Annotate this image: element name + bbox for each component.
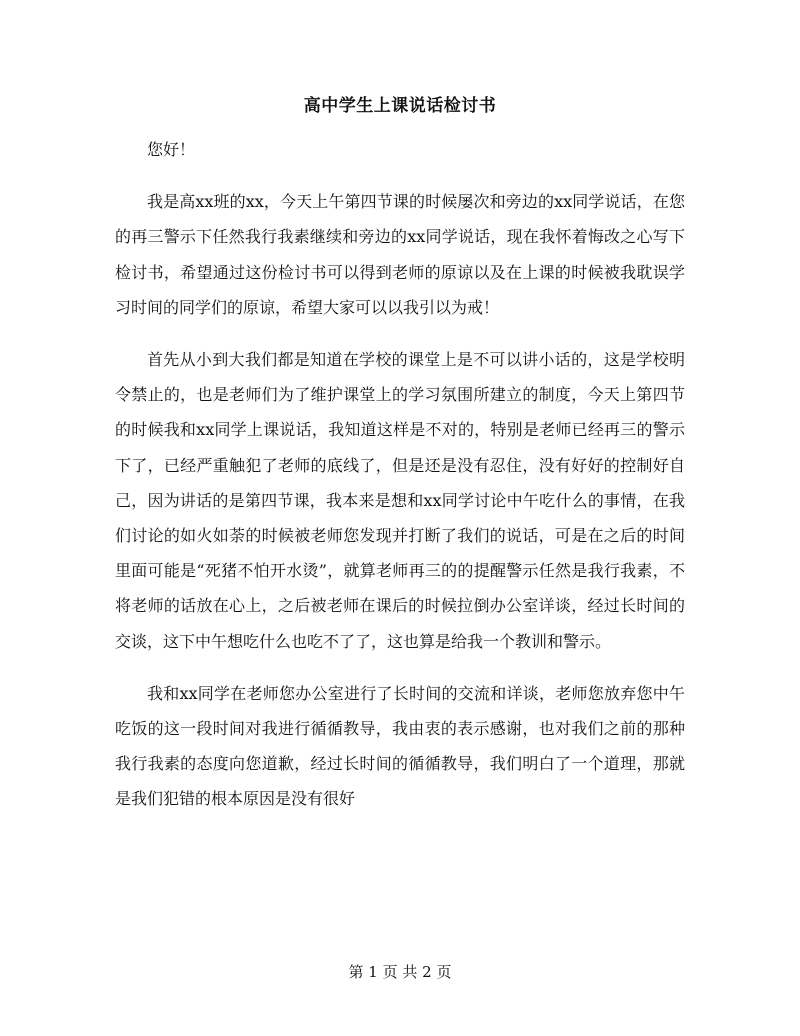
paragraph-3: 我和xx同学在老师您办公室进行了长时间的交流和详谈，老师您放弃您中午吃饭的这一段时间对我进行循循教导，我由衷的表示感谢，也对我们之前的那种我行我素的态度向您道歉，经过长时间的循循教导，我们明白了一个道理，那就是我们犯错的根本原因是没有很好 [115, 683, 685, 809]
greeting: 您好！ [147, 140, 196, 159]
page-number-footer: 第 1 页 共 2 页 [348, 963, 452, 981]
paragraph-2: 首先从小到大我们都是知道在学校的课堂上是不可以讲小话的，这是学校明令禁止的，也是老师们为了维护课堂上的学习氛围所建立的制度，今天上第四节的时候我和xx同学上课说话，我知道这样是不对的，特别是老师已经再三的警示下了，已经严重触犯了老师的底线了，但是还是没有忍住，没有好好的控制好自己，因为讲话的是第四节课，我本来是想和xx同学讨论中午吃什么的事情，在我们讨论的如火如荼的时候被老师您发现并打断了我们的说话，可是在之后的时间里面可能是“死猪不怕开水烫”，就算老师再三的的提醒警示任然是我行我素，不将老师的话放在心上，之后被老师在课后的时候拉倒办公室详谈，经过长时间的交谈，这下中午想吃什么也吃不了了，这也算是给我一个教训和警示。 [115, 350, 685, 651]
paragraph-1: 我是高xx班的xx，今天上午第四节课的时候屡次和旁边的xx同学说话，在您的再三警示下任然我行我素继续和旁边的xx同学说话，现在我怀着悔改之心写下检讨书，希望通过这份检讨书可以得到老师的原谅以及在上课的时候被我耽误学习时间的同学们的原谅，希望大家可以以我引以为戒！ [115, 192, 685, 317]
document-body [115, 132, 685, 817]
document-title: 高中学生上课说话检讨书 [303, 96, 497, 116]
